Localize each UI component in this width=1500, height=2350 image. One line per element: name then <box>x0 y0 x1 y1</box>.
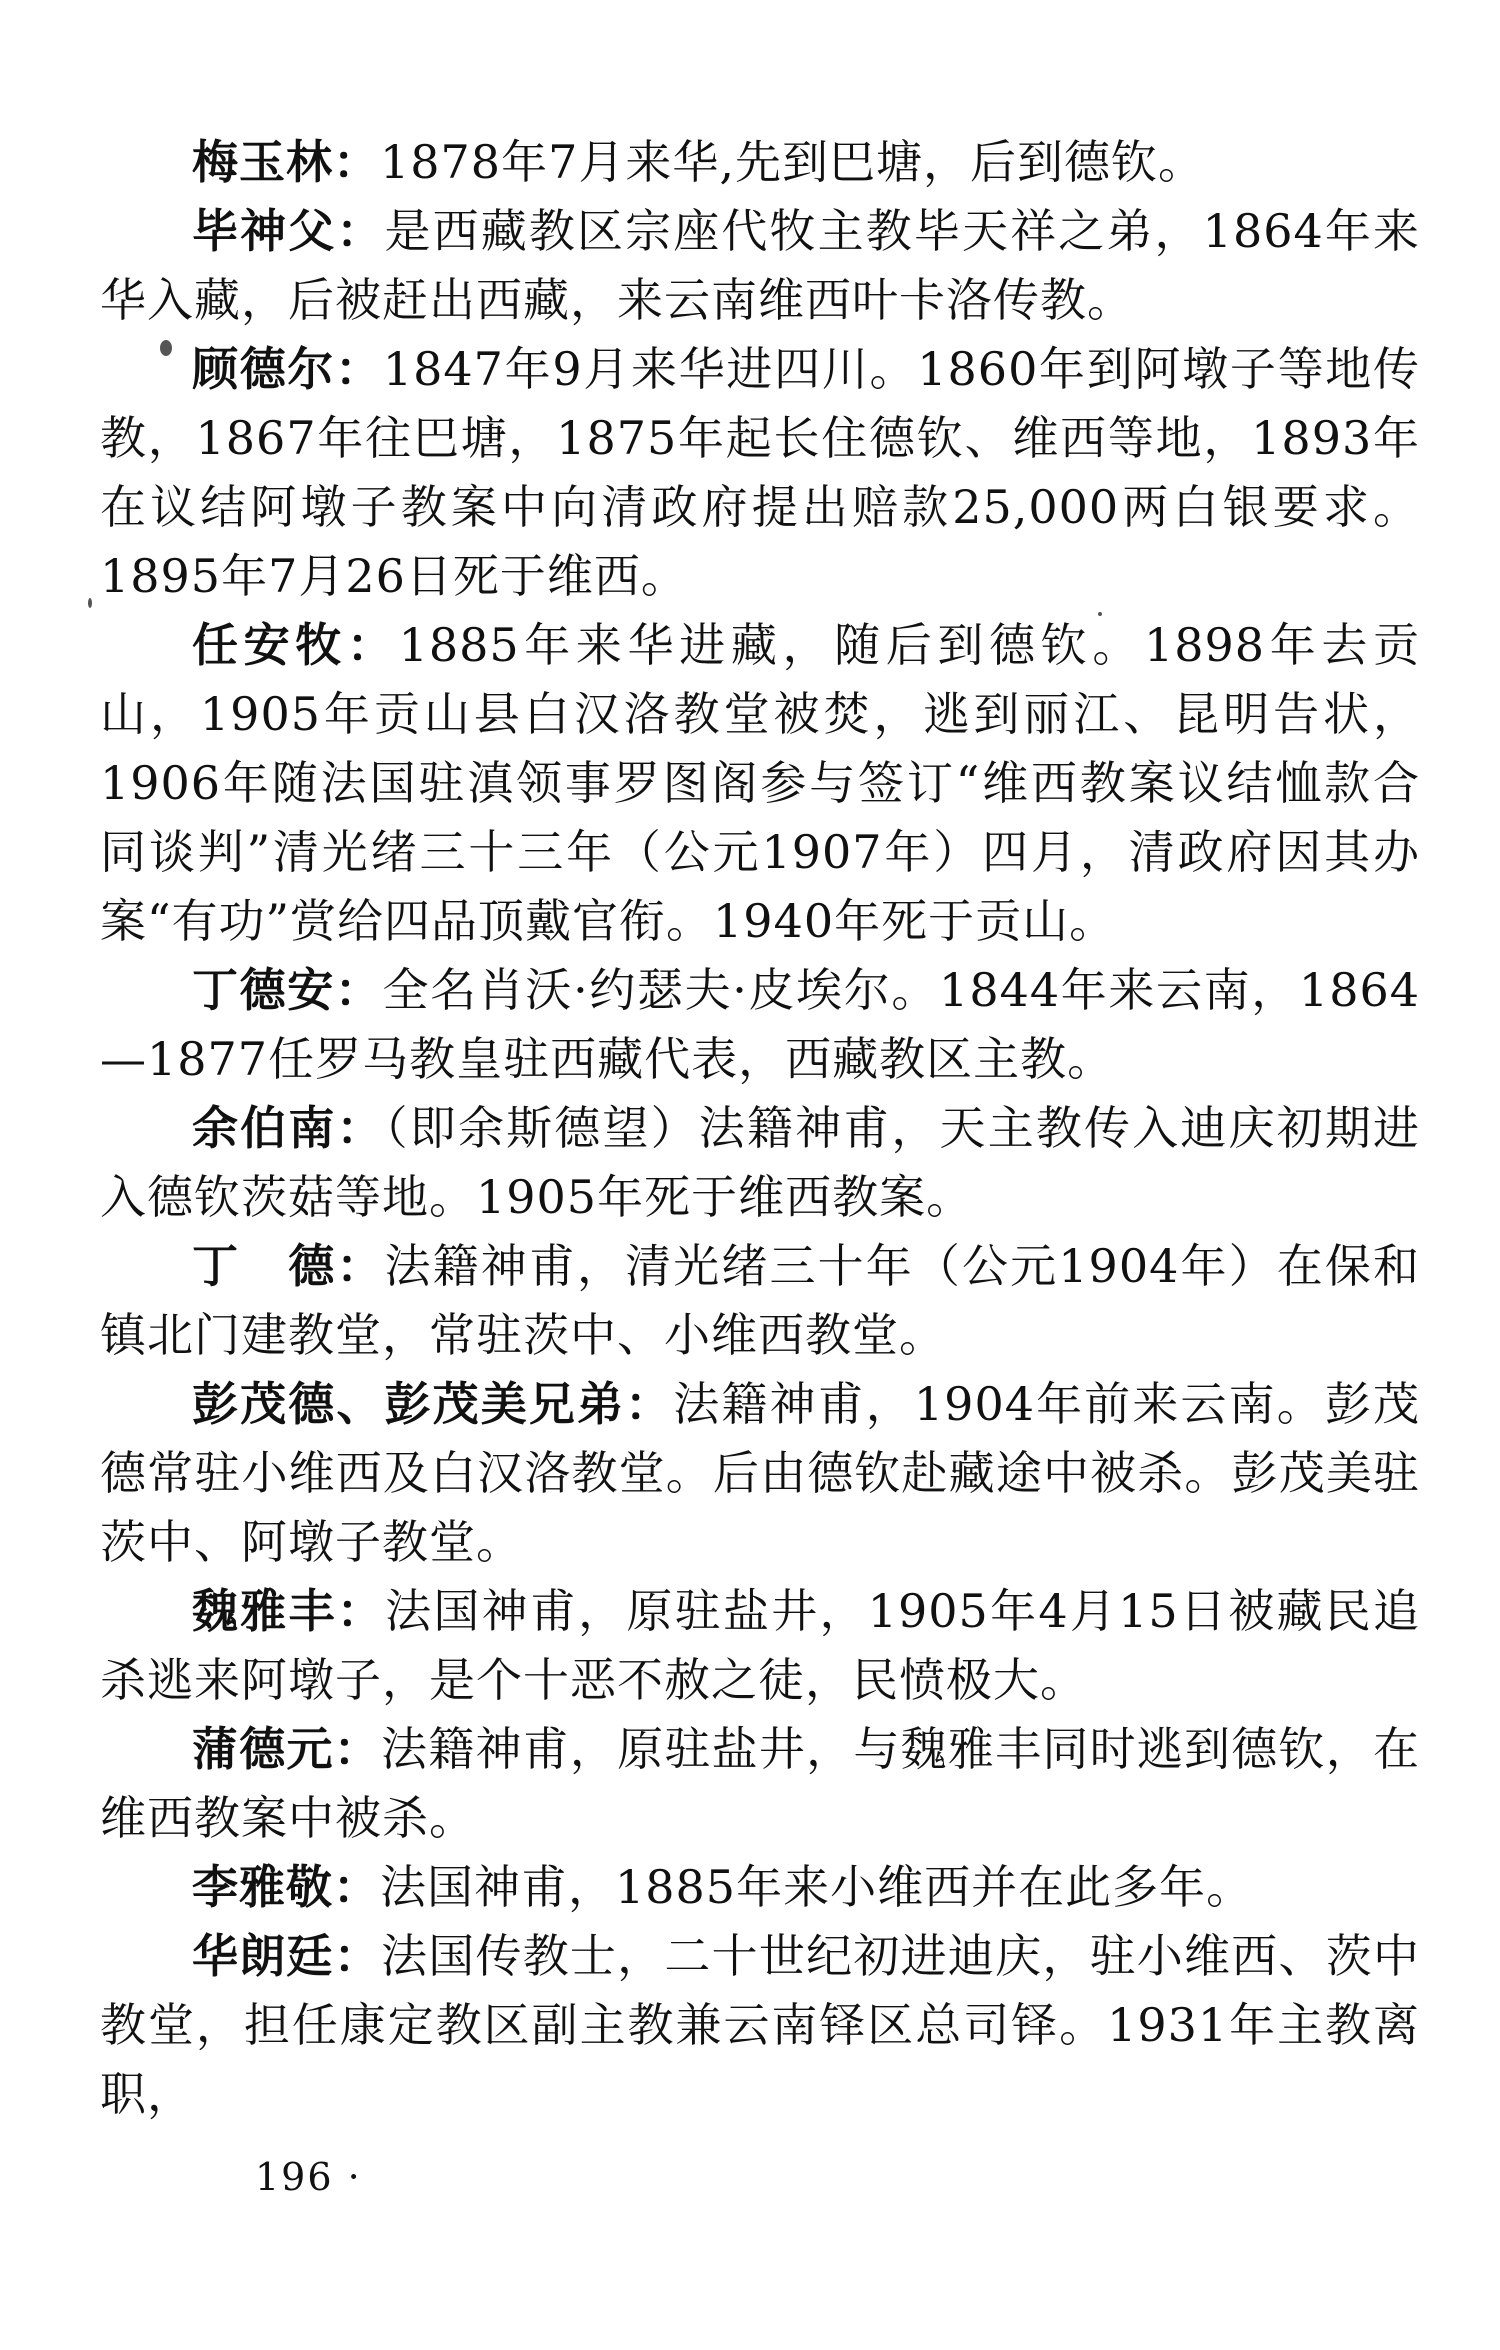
entry-name: 余伯南： <box>192 1101 385 1155</box>
entry-text: 法国神甫，1885年来小维西并在此多年。 <box>380 1860 1254 1914</box>
body-text <box>100 128 1420 2129</box>
entry-text: 1847年9月来华进四川。1860年到阿墩子等地传教，1867年往巴塘，1875年起长住德钦、维西等地，1893年在议结阿墩子教案中向清政府提出赔款25,000两白银要求。1895年7月26日死于维西。 <box>100 342 1421 603</box>
entry-name: 彭茂德、彭茂美兄弟： <box>192 1377 674 1431</box>
entry-ding-de <box>100 1232 1420 1370</box>
entry-hua-langting <box>100 1922 1420 2129</box>
entry-name: 魏雅丰： <box>192 1584 386 1638</box>
entry-pu-deyuan <box>100 1715 1420 1853</box>
entry-name: 毕神父： <box>192 204 385 258</box>
entry-ding-dean <box>100 956 1420 1094</box>
entry-text: 法籍神甫，清光绪三十年（公元1904年）在保和镇北门建教堂，常驻茨中、小维西教堂。 <box>100 1239 1420 1362</box>
entry-text: 全名肖沃·约瑟夫·皮埃尔。1844年来云南，1864—1877任罗马教皇驻西藏代表，西藏教区主教。 <box>100 963 1420 1086</box>
entry-text: （即余斯德望）法籍神甫，天主教传入迪庆初期进入德钦茨菇等地。1905年死于维西教案。 <box>100 1101 1421 1224</box>
entry-text: 法籍神甫，原驻盐井，与魏雅丰同时逃到德钦，在维西教案中被杀。 <box>100 1722 1421 1845</box>
entry-bi-shenfu <box>100 197 1420 335</box>
scan-speck <box>1098 612 1102 616</box>
entry-ren-anmu <box>100 611 1420 956</box>
entry-text: 是西藏教区宗座代牧主教毕天祥之弟，1864年来华入藏，后被赶出西藏，来云南维西叶卡洛传教。 <box>100 204 1420 327</box>
page-number: 196 · <box>255 2155 362 2199</box>
entry-name: 丁德安： <box>192 963 383 1017</box>
entry-name: 任安牧： <box>192 618 399 672</box>
entry-name: 顾德尔： <box>192 342 383 396</box>
entry-name: 丁 德： <box>192 1239 385 1293</box>
entry-text: 1878年7月来华,先到巴塘，后到德钦。 <box>380 135 1205 189</box>
entry-text: 法国神甫，原驻盐井，1905年4月15日被藏民追杀逃来阿墩子，是个十恶不赦之徒，民愤极大。 <box>100 1584 1421 1707</box>
entry-name: 蒲德元： <box>192 1722 381 1776</box>
scan-speck <box>88 598 92 608</box>
entry-name: 华朗廷： <box>192 1929 381 1983</box>
entry-wei-yafeng <box>100 1577 1420 1715</box>
entry-name: 梅玉林： <box>192 135 380 189</box>
entry-yu-bonan <box>100 1094 1420 1232</box>
entry-gu-deer <box>100 335 1420 611</box>
entry-li-yajing <box>100 1853 1420 1922</box>
entry-peng-brothers <box>100 1370 1420 1577</box>
entry-name: 李雅敬： <box>192 1860 380 1914</box>
entry-text: 1885年来华进藏，随后到德钦。1898年去贡山，1905年贡山县白汉洛教堂被焚，逃到丽江、昆明告状，1906年随法国驻滇领事罗图阁参与签订“维西教案议结恤款合同谈判”清光绪三十三年（公元1907年）四月，清政府因其办案“有功”赏给四品顶戴官衔。1940年死于贡山。 <box>100 618 1420 948</box>
entry-text: 法国传教士，二十世纪初进迪庆，驻小维西、茨中教堂，担任康定教区副主教兼云南铎区总司铎。1931年主教离职， <box>100 1929 1421 2121</box>
entry-text: 法籍神甫，1904年前来云南。彭茂德常驻小维西及白汉洛教堂。后由德钦赴藏途中被杀。彭茂美驻茨中、阿墩子教堂。 <box>100 1377 1420 1569</box>
scan-speck <box>160 340 172 356</box>
entry-mei-yulin <box>100 128 1420 197</box>
